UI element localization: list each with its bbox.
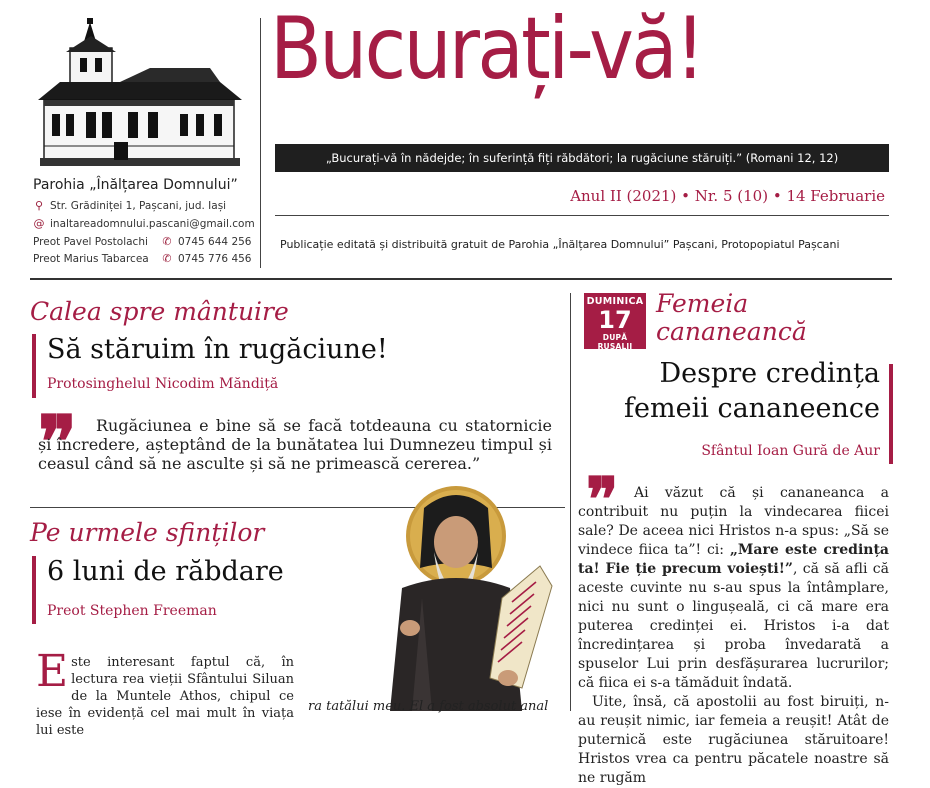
parish-name: Parohia „Înălțarea Domnului” — [33, 177, 238, 193]
article-body — [36, 646, 294, 739]
address-row — [33, 199, 226, 212]
article-author: Sfântul Ioan Gură de Aur — [701, 443, 880, 459]
motto-bar: „Bucurați-vă în nădejde; în suferință fiți răbdători; la rugăciune stăruiți.” (Romani 12, 12) — [275, 144, 889, 172]
headline-line: femeii cananeence — [624, 393, 880, 424]
church-illustration — [30, 18, 245, 176]
phone-icon: ✆ — [162, 252, 172, 265]
body-text: , că să afli că aceste cuvinte nu s-au spus la întâmplare, nici nu sunt o lingușeală, ci că mare era puterea credinței ei. Hristos i-a dat încredințarea și proba învedarată a spuselor Lui prin desfășurarea lucrurilor; că fiica ei s-a tămăduit îndată. — [578, 561, 889, 691]
article-headline: 6 luni de răbdare — [47, 556, 284, 587]
continued-text: ra tatălui meu. El a fost absolut anal — [308, 699, 549, 714]
header-rule — [275, 215, 889, 216]
publication-note: Publicație editată și distribuită gratuit de Parohia „Înălțarea Domnului” Pașcani, Protopopiatul Pașcani — [280, 238, 840, 251]
at-sign-icon: @ — [33, 217, 45, 230]
article-body — [578, 484, 889, 788]
section-title-line: cananeancă — [656, 317, 807, 346]
sunday-number: 17 — [598, 306, 632, 334]
article-headline — [624, 356, 880, 426]
section-title: Calea spre mântuire — [30, 297, 289, 326]
priest-row-1 — [33, 235, 251, 248]
paragraph: Uite, însă, că apostolii au fost biruiți, n-au reușit nimic, iar femeia a reușit! Atât de puternică este rugăciunea stăruitoare! Hristos vrea ca pentru păcatele noastre să ne rugăm — [578, 694, 889, 786]
priest-row-2 — [33, 252, 251, 265]
article-author: Protosinghelul Nicodim Măndiță — [47, 376, 279, 392]
section-title — [656, 290, 807, 346]
headline-line: Despre credința — [659, 358, 880, 389]
section-title-line: Femeia — [656, 289, 749, 318]
sunday-badge — [584, 293, 646, 349]
drop-cap: E — [36, 646, 69, 697]
section-title: Pe urmele sfinților — [30, 518, 265, 547]
masthead-title: Bucurați-vă! — [270, 0, 703, 99]
accent-bar — [889, 364, 893, 464]
location-pin-icon: ⚲ — [34, 199, 44, 212]
column-divider — [570, 293, 571, 711]
article-author: Preot Stephen Freeman — [47, 603, 217, 619]
header-bottom-rule — [30, 278, 892, 280]
header-divider — [260, 18, 261, 268]
parish-address: Str. Grădiniței 1, Pașcani, jud. Iași — [50, 199, 227, 212]
email-row[interactable] — [33, 217, 255, 230]
accent-bar — [32, 334, 36, 398]
parish-email[interactable]: inaltareadomnului.pascani@gmail.com — [50, 217, 255, 230]
priest-phone[interactable]: 0745 644 256 — [178, 235, 252, 248]
priest-name: Preot Pavel Postolachi — [33, 235, 148, 248]
priest-phone[interactable]: 0745 776 456 — [178, 252, 252, 265]
sunday-label: DUMINICA — [586, 296, 644, 307]
sunday-sub-label: DUPĂ RUSALII — [597, 333, 633, 351]
body-text: Ai văzut că și cananeanca a contribuit nu puțin la vindecarea fiicei sale? De aceea nici Hristos n-a spus: „Să se vindece fiica ta”! ci: — [578, 485, 889, 558]
issue-info: Anul II (2021) • Nr. 5 (10) • 14 Februarie — [570, 187, 885, 205]
saint-icon-illustration — [372, 478, 560, 711]
quote-mark-icon: ❞ — [38, 399, 77, 484]
body-text-bold: „Mare este credința ta! Fie ție precum voiești!” — [578, 542, 889, 577]
priest-name: Preot Marius Tabarcea — [33, 252, 149, 265]
pull-quote: Rugăciunea e bine să se facă totdeauna cu statornicie și încredere, așteptând de la bunătatea lui Dumnezeu timpul și ceasul când să ne asculte și să ne primească cererea.” — [38, 416, 552, 473]
body-text: ste interesant faptul că, în lectura rea vieții Sfântului Siluan de la Muntele Athos, chipul ce iese în evidență cel mai mult în viața lui este — [36, 655, 294, 738]
paragraph — [578, 484, 889, 693]
accent-bar — [32, 556, 36, 624]
phone-icon: ✆ — [162, 235, 172, 248]
article-headline: Să stăruim în rugăciune! — [47, 334, 388, 365]
quote-mark-icon: ❞ — [586, 465, 619, 535]
